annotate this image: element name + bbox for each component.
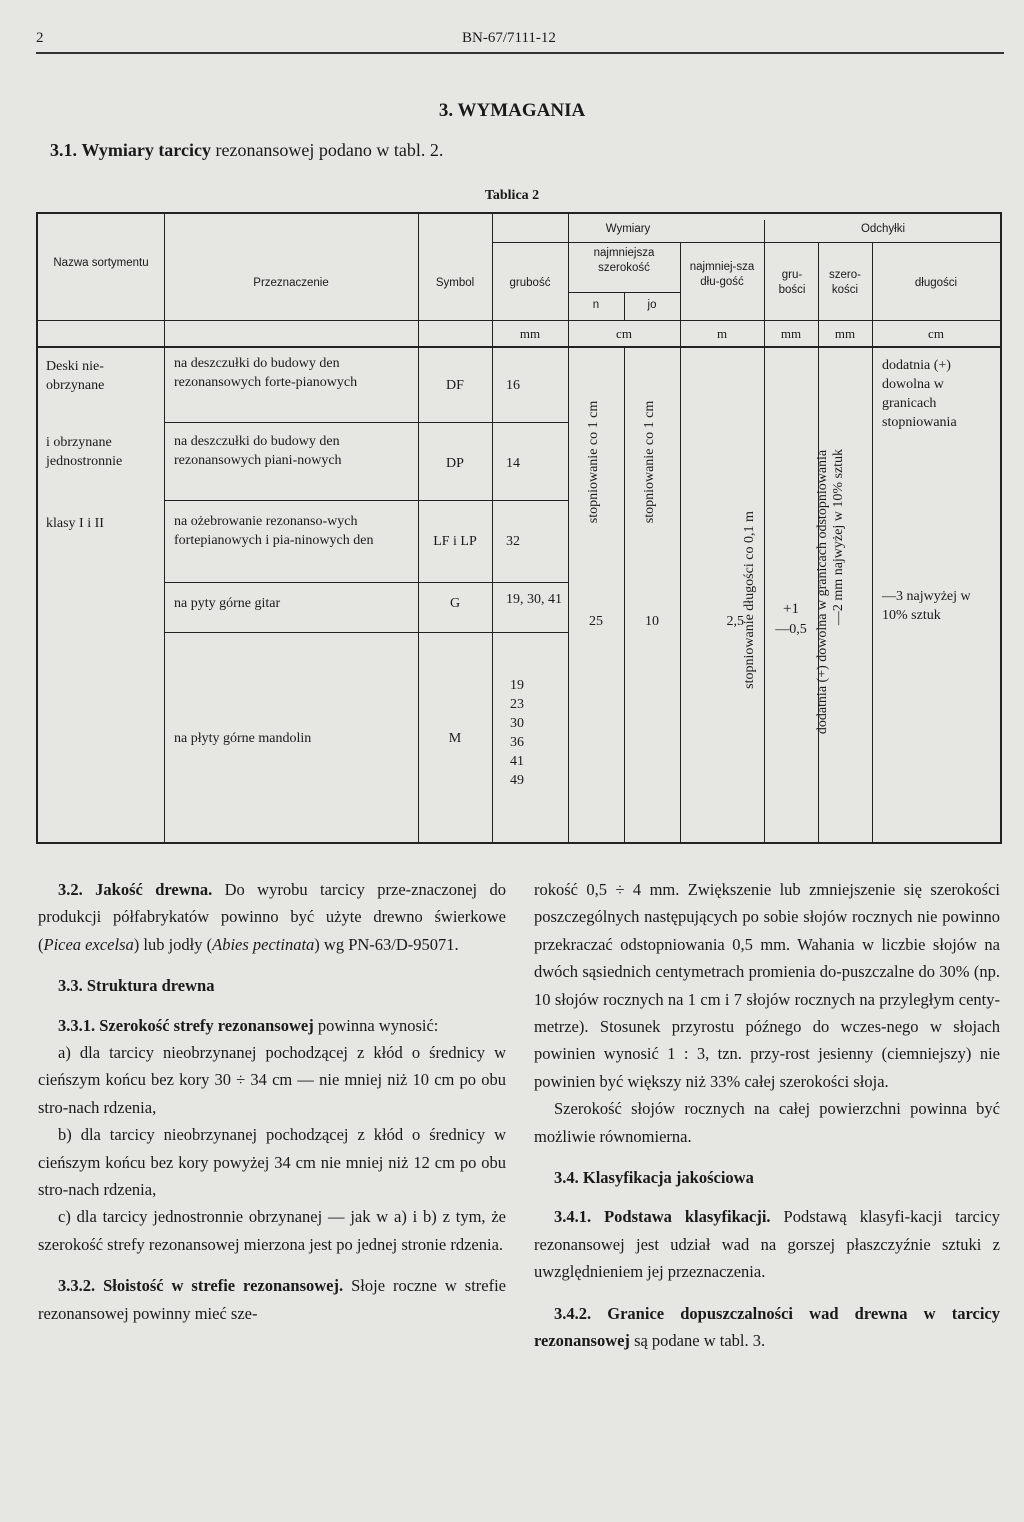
row-5-grubosc: 19 23 30 36 41 49 (510, 678, 524, 788)
intro-number: 3.1. (50, 140, 77, 160)
odch-szerokosci-1: dodatnia (+) dowolna w granicach odstopniowania (815, 449, 830, 735)
heading-3-4: 3.4. Klasyfikacja jakościowa (554, 1168, 754, 1188)
para-right-1: rokość 0,5 ÷ 4 mm. Zwiększenie lub zmniejszenie się szerokości poszczególnych następujących po sobie słojów rocznych nie powinno przekraczać odstopniowania 0,5 mm. Wahania w liczbie słojów na dwóch sąsiednich centymetrach promienia do-puszczalne do 30% (np. 10 słojów rocznych na 1 cm i 7 słojów rocznych na przyległym centy-metrze). Stosunek przyrostu późnego do wczes-nego w słojach powinien wynosić 1 : 3, tzn. przy-rost jesienny (ciemniejszy) nie powinien być większy niż 33% całej szerokości słoja. (534, 880, 1000, 1091)
header-nazwa: Nazwa sortymentu (53, 257, 149, 269)
odch-szerokosci-2: —2 mm najwyżej w 10% sztuk (831, 448, 846, 626)
header-dlugosci: długości (914, 277, 958, 289)
n-stopniowanie: stopniowanie co 1 cm (586, 400, 601, 524)
header-najmniejsza-dlugosc: najmniej-sza dłu-gość (689, 261, 755, 288)
row-4-symbol: G (449, 596, 461, 611)
row-4-przeznaczenie: na pyty górne gitar (174, 596, 281, 611)
row-5-przeznaczenie: na płyty górne mandolin (174, 731, 312, 746)
para-3-4-1-text: Podstawą klasyfi-kacji tarcicy rezonansowej jest udział wad na gorszej płaszczyźnie sztuki z uwzględnieniem jej przeznaczenia. (534, 1207, 1000, 1282)
para-3-4-1 (534, 1203, 1000, 1285)
para-3-2-heading: 3.2. Jakość drewna. (58, 880, 213, 899)
row-3-grubosc: 32 (506, 534, 520, 549)
latin-abies: Abies pectinata (212, 934, 315, 954)
row-3-symbol: LF i LP (433, 534, 477, 549)
dlugosc-stopniowanie: stopniowanie długości co 0,1 m (742, 511, 757, 689)
intro-bold: Wymiary tarcicy (81, 140, 211, 160)
unit-grubosc: mm (519, 326, 541, 341)
section-title: 3. WYMAGANIA (438, 100, 586, 121)
header-grubosci: gru-bości (778, 269, 806, 296)
left-column (38, 876, 506, 1327)
unit-odch-grubosci: mm (780, 326, 802, 341)
para-a: a) dla tarcicy nieobrzynanej pochodzącej z kłód o średnicy w cieńszym końcu bez kory 30 ÷ 34 cm — nie mniej niż 10 cm po obu stro-nach rdzenia, (38, 1043, 506, 1117)
section-intro (50, 140, 443, 161)
table-title: Tablica 2 (484, 188, 540, 203)
row-1-przeznaczenie: na deszczułki do budowy den rezonansowych forte-pianowych (174, 356, 358, 390)
unit-dlugosc: m (716, 326, 728, 341)
para-3-3-1-text: powinna wynosić: (317, 1015, 439, 1035)
para-3-2-text: Do wyrobu tarcicy prze-znaczonej do produkcji półfabrykatów powinno być użyte drewno świerkowe ( (38, 880, 507, 954)
para-b: b) dla tarcicy nieobrzynanej pochodzącej z kłód o średnicy w cieńszym końcu bez kory powyżej 34 cm nie mniej niż 12 cm po obu stro-nach rdzenia, (38, 1125, 506, 1200)
jo-value: 10 (645, 614, 659, 629)
header-wymiary: Wymiary (605, 223, 651, 235)
page-number: 2 (36, 30, 44, 46)
sortyment-1: Deski nie-obrzynane (46, 359, 105, 393)
para-3-3-1-heading: 3.3.1. Szerokość strefy rezonansowej (58, 1015, 314, 1035)
row-2-symbol: DP (446, 456, 464, 471)
header-symbol: Symbol (435, 277, 475, 289)
para-3-4-2-text: są podane w tabl. 3. (634, 1331, 766, 1351)
para-right-2: Szerokość słojów rocznych na całej powierzchni powinna być możliwie równomierna. (534, 1099, 1000, 1146)
para-3-3-2 (38, 1272, 506, 1327)
para-3-4-2-heading: 3.4.2. Granice dopuszczalności wad drewna w tarcicy rezonansowej (534, 1303, 1000, 1351)
jo-stopniowanie: stopniowanie co 1 cm (642, 400, 657, 524)
row-1-grubosc: 16 (506, 378, 520, 393)
para-c: c) dla tarcicy jednostronnie obrzynanej — jak w a) i b) z tym, że szerokość strefy rezonansowej mierzona jest po jednej stronie rdzenia. (38, 1207, 506, 1254)
unit-szerokosc: cm (616, 326, 632, 341)
heading-3-3: 3.3. Struktura drewna (58, 976, 215, 996)
para-3-3-1 (38, 1012, 506, 1039)
unit-odch-szerokosci: mm (834, 326, 856, 341)
row-2-grubosc: 14 (506, 456, 520, 471)
dlugosc-value: 2,5 (726, 614, 744, 629)
latin-picea: Picea excelsa (43, 934, 134, 954)
n-value: 25 (589, 614, 603, 629)
header-najmniejsza-szerokosc: najmniejsza szerokość (593, 247, 655, 274)
row-5-symbol: M (448, 731, 462, 746)
odch-grubosci-plus: +1 (783, 601, 799, 617)
right-column (534, 876, 1000, 1355)
para-3-4-1-heading: 3.4.1. Podstawa klasyfikacji. (554, 1207, 771, 1227)
para-3-2 (38, 876, 506, 958)
odch-dlugosci-bottom: —3 najwyżej w 10% sztuk (882, 589, 971, 623)
document-code: BN-67/7111-12 (462, 30, 556, 46)
dimensions-table (36, 212, 1002, 844)
row-4-grubosc: 19, 30, 41 (506, 592, 562, 607)
row-1-symbol: DF (446, 378, 464, 393)
sortyment-2: i obrzynane jednostronnie (46, 435, 123, 469)
para-3-2-mid: ) lub jodły ( (133, 934, 213, 954)
header-szerokosci: szero-kości (829, 269, 861, 296)
intro-rest: rezonansowej podano w tabl. 2. (215, 140, 444, 160)
header-przeznaczenie: Przeznaczenie (253, 277, 329, 289)
odch-dlugosci-top: dodatnia (+) dowolna w granicach stopniowania (882, 358, 957, 430)
para-3-3-2-text: Słoje roczne w strefie rezonansowej powinny mieć sze- (38, 1276, 507, 1323)
para-3-2-end: ) wg PN-63/D-95071. (314, 934, 459, 954)
header-n: n (592, 299, 600, 311)
sortyment-3: klasy I i II (46, 516, 104, 531)
header-odchylki: Odchyłki (860, 223, 906, 235)
unit-odch-dlugosci: cm (928, 326, 944, 341)
header-jo: jo (647, 299, 657, 311)
para-3-4-2 (534, 1300, 1000, 1355)
row-2-przeznaczenie: na deszczułki do budowy den rezonansowych piani-nowych (174, 434, 342, 468)
row-3-przeznaczenie: na ożebrowanie rezonanso-wych fortepianowych i pia-ninowych den (174, 514, 374, 548)
header-grubosc: grubość (509, 277, 551, 289)
header-rule (36, 52, 1004, 54)
odch-grubosci-minus: —0,5 (775, 622, 807, 637)
para-3-3-2-heading: 3.3.2. Słoistość w strefie rezonansowej. (58, 1276, 344, 1296)
